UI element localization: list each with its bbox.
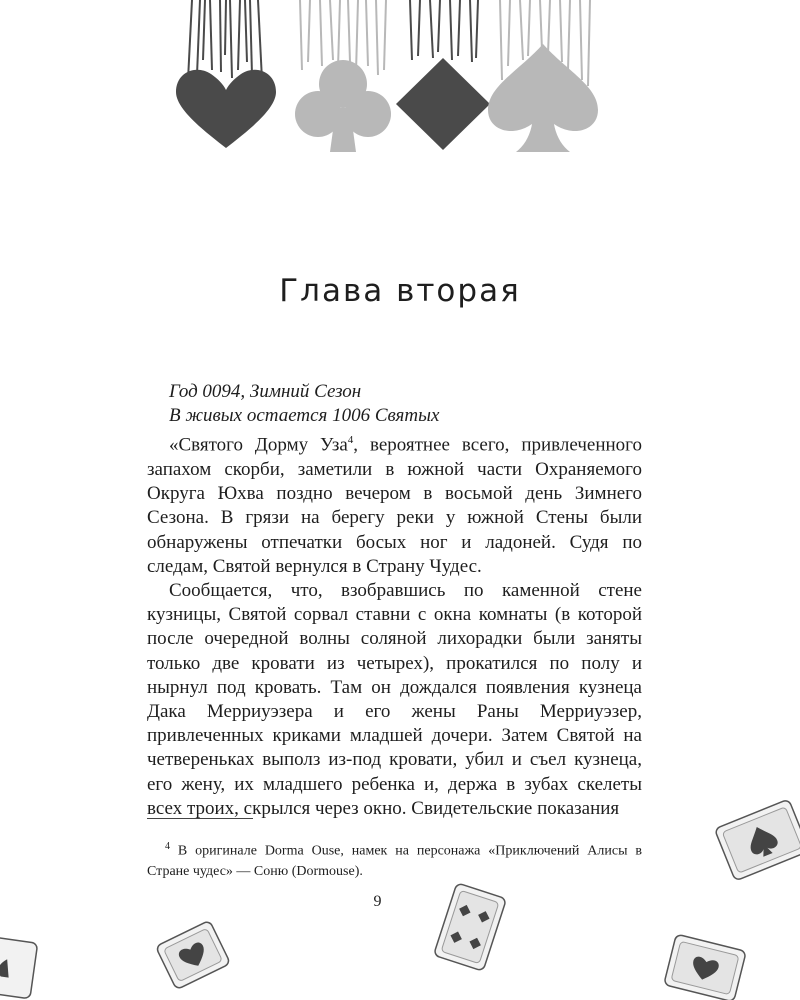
playing-card-hearts-icon (156, 920, 231, 989)
playing-card-ace-of-spades-icon (714, 799, 800, 881)
epigraph-line: Год 0094, Зимний Сезон (169, 381, 362, 402)
chapter-title: Глава вторая (279, 272, 521, 309)
footnote (147, 837, 642, 882)
footnote-ref[interactable]: 4 (347, 434, 354, 447)
page-number: 9 (373, 893, 382, 910)
chapter-body (147, 380, 642, 821)
diamond-icon (396, 0, 490, 150)
footnote-marker: 4 (165, 841, 170, 852)
heart-icon (176, 0, 276, 148)
spade-icon (488, 0, 598, 152)
paragraph-text: «Святого Дорму Уза (169, 434, 348, 456)
playing-card-partial-icon (0, 936, 38, 999)
suit-ornament (0, 0, 800, 160)
paragraph: Сообщается, что, взобравшись по каменной стене кузницы, Святой сорвал ставни с окна комнаты (в которой после очередной волны соляной лихорадки были заняты только две кровати из четырех), прокатился по полу и нырнул под кровать. Там он дождался появления кузнеца Дака Мерриуэзера и его жены Раны Мерриуэзер, привлеченных криками младшей дочери. Затем Святой на четвереньках выполз из-под кровати, убил и съел кузнеца, его жену, их младшего ребенка и, держа в зубах скелеты всех троих, скрылся через окно. Свидетельские показания (147, 579, 642, 819)
footnote-divider (147, 818, 253, 819)
epigraph-line: В живых остается 1006 Святых (169, 405, 440, 427)
paragraph (147, 428, 642, 579)
footnote-text: В оригинале Dorma Ouse, намек на персонажа «Приключений Алисы в Стране чудес» — Соню (Dormouse). (147, 843, 642, 879)
playing-card-hearts-icon (664, 934, 746, 1000)
paragraph-text: , вероятнее всего, привлеченного запахом скорби, заметили в южной части Охраняемого Округа Юхва поздно вечером в восьмой день Зимнего Сезона. В грязи на берегу реки у южной Стены были обнаружены отпечатки босых ног и ладоней. Судя по следам, Святой вернулся в Страну Чудес. (147, 434, 642, 577)
club-icon (295, 0, 391, 152)
